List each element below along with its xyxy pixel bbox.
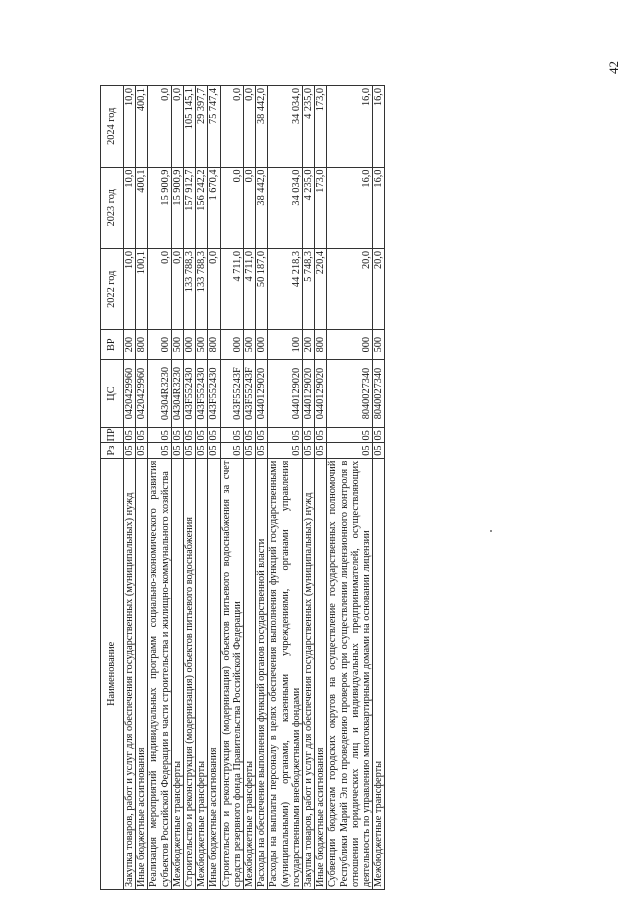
table-header-row [101,86,124,890]
cell-cs: 0420429960 [136,359,148,427]
cell-2023: 4 235,0 [303,167,315,248]
table-row [373,86,385,890]
table-row [196,86,208,890]
cell-2024: 173,0 [315,86,327,168]
cell-2024: 75 747,4 [208,86,220,168]
cell-2023: 157 912,7 [184,167,196,248]
cell-2024: 29 397,7 [196,86,208,168]
cell-cs: 8040027340 [373,359,385,427]
table-row [327,86,373,890]
cell-pr: 05 [220,428,243,443]
cell-2023: 16,0 [373,167,385,248]
header-2024: 2024 год [101,86,124,168]
table-row [244,86,256,890]
table-row [124,86,136,890]
cell-rz: 05 [184,443,196,458]
cell-2023: 15 900,9 [171,167,183,248]
cell-vr: 800 [315,330,327,359]
cell-cs: 04304R3230 [148,359,171,427]
header-2023: 2023 год [101,167,124,248]
table-row [136,86,148,890]
cell-2022: 10,0 [124,249,136,330]
cell-2024: 0,0 [220,86,243,168]
cell-rz: 05 [327,443,373,458]
cell-pr: 05 [373,428,385,443]
header-vr: ВР [101,330,124,359]
cell-name: Иные бюджетные ассигнования [208,458,220,889]
cell-pr: 05 [256,428,268,443]
cell-2022: 133 788,3 [196,249,208,330]
cell-2024: 38 442,0 [256,86,268,168]
cell-rz: 05 [148,443,171,458]
cell-name: Строительство и реконструкция (модернизация) объектов питьевого водоснабжения за счет средств резервного фонда Правительства Российской Федерации [220,458,243,889]
cell-2022: 20,0 [373,249,385,330]
cell-2022: 220,4 [315,249,327,330]
cell-vr: 500 [373,330,385,359]
cell-2022: 5 748,3 [303,249,315,330]
cell-name: Закупка товаров, работ и услуг для обеспечения государственных (муниципальных) нужд [124,458,136,889]
cell-2024: 0,0 [148,86,171,168]
cell-rz: 05 [220,443,243,458]
cell-2023: 173,0 [315,167,327,248]
cell-2023: 0,0 [220,167,243,248]
scan-speck [490,530,492,532]
cell-pr: 05 [244,428,256,443]
cell-2023: 16,0 [327,167,373,248]
cell-vr: 000 [148,330,171,359]
cell-rz: 05 [171,443,183,458]
table-row [256,86,268,890]
cell-2022: 0,0 [208,249,220,330]
cell-rz: 05 [136,443,148,458]
cell-cs: 0440129020 [303,359,315,427]
cell-2024: 10,0 [124,86,136,168]
cell-rz: 05 [373,443,385,458]
rotated-page [100,85,639,890]
cell-name: Строительство и реконструкция (модернизация) объектов питьевого водоснабжения [184,458,196,889]
cell-2022: 50 187,0 [256,249,268,330]
table-row [303,86,315,890]
cell-pr: 05 [184,428,196,443]
cell-cs: 0420429960 [124,359,136,427]
cell-2024: 16,0 [327,86,373,168]
cell-rz: 05 [303,443,315,458]
cell-2024: 16,0 [373,86,385,168]
cell-name: Расходы на выплаты персоналу в целях обеспечения выполнения функций государственными (муниципальными) органами, казенными учреждениями, органами управления государственными внебюджетными фондами [268,458,303,889]
cell-2022: 44 218,3 [268,249,303,330]
cell-2022: 0,0 [148,249,171,330]
cell-cs: 043F552430 [208,359,220,427]
cell-2024: 0,0 [244,86,256,168]
cell-cs: 0440129020 [315,359,327,427]
cell-vr: 200 [303,330,315,359]
cell-pr: 05 [196,428,208,443]
cell-2022: 0,0 [171,249,183,330]
cell-rz: 05 [244,443,256,458]
table-row [220,86,243,890]
cell-2023: 34 034,0 [268,167,303,248]
cell-name: Расходы на обеспечение выполнения функций органов государственной власти [256,458,268,889]
table-row [208,86,220,890]
cell-name: Межбюджетные трансферты [373,458,385,889]
table-row [268,86,303,890]
cell-name: Межбюджетные трансферты [196,458,208,889]
header-rz: Рз [101,443,124,458]
cell-name: Закупка товаров, работ и услуг для обеспечения государственных (муниципальных) нужд [303,458,315,889]
cell-vr: 800 [136,330,148,359]
header-name: Наименование [101,458,124,889]
cell-2024: 0,0 [171,86,183,168]
cell-cs: 0440129020 [268,359,303,427]
cell-2022: 133 788,3 [184,249,196,330]
header-pr: ПР [101,428,124,443]
cell-vr: 500 [171,330,183,359]
cell-pr: 05 [171,428,183,443]
cell-2022: 4 711,0 [220,249,243,330]
table-row [315,86,327,890]
cell-pr: 05 [327,428,373,443]
table-row [184,86,196,890]
cell-pr: 05 [268,428,303,443]
cell-vr: 100 [268,330,303,359]
cell-name: Реализация мероприятий индивидуальных программ социально-экономического развития субъектов Российской Федерации в части строительства и жилищно-коммунального хозяйства [148,458,171,889]
cell-rz: 05 [208,443,220,458]
cell-2024: 105 145,1 [184,86,196,168]
cell-pr: 05 [148,428,171,443]
cell-2024: 4 235,0 [303,86,315,168]
header-2022: 2022 год [101,249,124,330]
cell-vr: 000 [327,330,373,359]
cell-vr: 500 [196,330,208,359]
cell-2024: 400,1 [136,86,148,168]
cell-rz: 05 [315,443,327,458]
cell-rz: 05 [196,443,208,458]
cell-cs: 0440129020 [256,359,268,427]
cell-rz: 05 [124,443,136,458]
cell-pr: 05 [124,428,136,443]
cell-pr: 05 [303,428,315,443]
cell-rz: 05 [256,443,268,458]
cell-vr: 200 [124,330,136,359]
cell-2022: 20,0 [327,249,373,330]
cell-name: Иные бюджетные ассигнования [136,458,148,889]
cell-2024: 34 034,0 [268,86,303,168]
cell-name: Иные бюджетные ассигнования [315,458,327,889]
cell-cs: 043F55243F [244,359,256,427]
cell-2023: 400,1 [136,167,148,248]
cell-vr: 000 [256,330,268,359]
cell-2023: 156 242,2 [196,167,208,248]
cell-2023: 1 670,4 [208,167,220,248]
cell-name: Межбюджетные трансферты [244,458,256,889]
cell-2023: 38 442,0 [256,167,268,248]
cell-vr: 000 [184,330,196,359]
page-number: 42 [606,61,621,74]
cell-vr: 000 [220,330,243,359]
header-cs: ЦС [101,359,124,427]
cell-vr: 800 [208,330,220,359]
cell-pr: 05 [315,428,327,443]
table-row [148,86,171,890]
budget-table [100,85,385,890]
cell-2023: 10,0 [124,167,136,248]
table-row [171,86,183,890]
cell-cs: 043F552430 [184,359,196,427]
cell-cs: 04304R3230 [171,359,183,427]
cell-name: Субвенции бюджетам городских округов на осуществление государственных полномочий Республики Марий Эл по проведению проверок при осуществлении лицензионного контроля в отношении юридических лиц и индивидуальных предпринимателей, осуществляющих деятельность по управлению многоквартирными домами на основании лицензии [327,458,373,889]
cell-vr: 500 [244,330,256,359]
cell-name: Межбюджетные трансферты [171,458,183,889]
cell-cs: 043F552430 [196,359,208,427]
cell-2023: 0,0 [244,167,256,248]
cell-cs: 043F55243F [220,359,243,427]
cell-cs: 8040027340 [327,359,373,427]
cell-2022: 4 711,0 [244,249,256,330]
cell-pr: 05 [136,428,148,443]
cell-pr: 05 [208,428,220,443]
cell-2022: 100,1 [136,249,148,330]
cell-rz: 05 [268,443,303,458]
cell-2023: 15 900,9 [148,167,171,248]
